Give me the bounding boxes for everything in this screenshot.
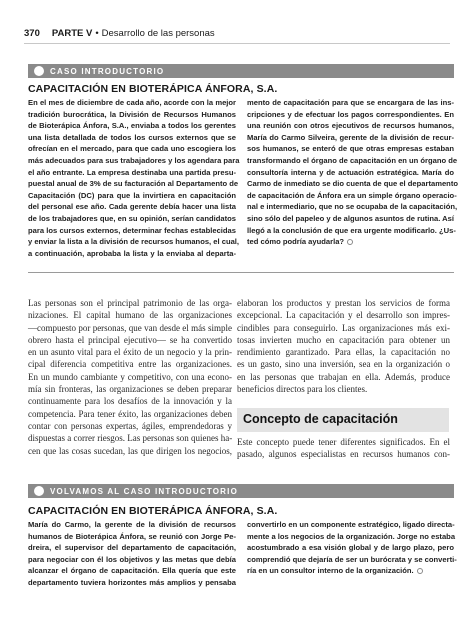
text-line: de capacitación de Ánfora era un simple órgano operacio- [247,190,457,200]
text-line: cen que las cosas sucedan, las que dirigen los negocios, [28,445,232,456]
case-intro-right-column [247,97,458,248]
part-label: PARTE V [51,27,93,39]
end-of-case-icon [417,568,423,574]
text-line: nizaciones. El capital humano de las organizaciones [28,310,232,321]
text-line: en un asunto vital para el éxito de un negocio y la prin- [28,347,232,358]
text-line: comprendió que dejaría de ser un burócrata y se converti- [247,554,457,564]
text-line: mento de capacitación para que se encargara de las ins- [247,98,454,107]
case-return-title: CAPACITACIÓN EN BIOTERÁPICA ÁNFORA, S.A. [28,505,278,517]
text-line: —compuesto por personas, que van desde el más simple [28,322,232,333]
text-line: más adecuados para sus trabajadores y los agendara para [28,155,240,165]
text-line: humanos de Bioterápica Ánfora, se reunió con Jorge Pe- [28,531,236,541]
text-line: convertirlo en un componente estratégico, ligado directa- [247,520,455,529]
body-left-column [28,297,232,457]
text-line: Las personas son el principal patrimonio de las orga- [28,298,232,308]
text-line: llegó a la conclusión de que era urgente modificarlo. ¿Us- [247,225,456,235]
header-rule [24,43,450,44]
text-line: Carmo de inmediato se dio cuenta de que el departamento [247,179,458,189]
text-line: ted cómo podría ayudarla? [247,236,454,248]
case-intro-title: CAPACITACIÓN EN BIOTERÁPICA ÁNFORA, S.A. [28,83,278,95]
case-return-right-column [247,519,457,577]
header-separator: • [95,27,99,39]
text-line: dispuestas a correr riesgos. Las personas son quienes ha- [28,433,233,444]
bullet-icon [34,486,44,496]
text-line: María do Carmo Silveira, gerente de la división de recur- [247,132,454,142]
running-header [24,26,450,40]
text-line: excepcional. La capacitación y el desarrollo son impres- [237,310,450,321]
text-line: continuamente para los desafíos de la innovación y la [28,396,232,407]
case-return-banner-label: VOLVAMOS AL CASO INTRODUCTORIO [50,486,239,496]
text-line: tosas invierten mucho en capacitación para obtener un [237,334,450,345]
text-line: una reunión con otros ejecutivos de recursos humanos, [247,121,454,131]
text-line: el año entrante. La empresa destinaba una partida presu- [28,167,236,177]
text-line: de los trabajadores que, en su opinión, serían candidatos [28,213,236,223]
section-heading: Concepto de capacitación [243,412,398,426]
text-line: del personal ese año. Cada gerente debía hacer una lista [28,202,236,212]
text-line: beneficios directos para los clientes. [237,384,368,395]
section-paragraph [237,436,450,461]
text-line: mente a los negocios de la organización. Jorge no estaba [247,531,456,541]
case-intro-banner-label: CASO INTRODUCTORIO [50,66,165,76]
text-line: En el mes de diciembre de cada año, acorde con la mejor [28,98,236,107]
text-line: ofrecían en el mercado, para que cada uno escogiera los [28,144,236,154]
body-right-column [237,297,450,395]
text-line: consultoría interna y de actuación estratégica. María do [247,167,454,177]
text-line: una lista detallada de todos los cursos externos que se [28,132,236,142]
text-line: María do Carmo, la gerente de la división de recursos [28,520,236,529]
text-line: departamento tuviera horizontes más amplios y pensaba [28,577,236,587]
text-line: sos humanos, se enteró de que otras empresas estaban [247,144,454,154]
text-line: cindibles para conseguirlo. Las organizaciones más exi- [237,322,450,333]
text-line: obrero hasta el principal ejecutivo— se ha convertido [28,334,232,345]
case-return-banner [28,484,454,498]
text-line: puestal anual de 3% de su facturación al Departamento de [28,179,239,189]
case-intro-banner [28,64,454,78]
text-line: dreira, el supervisor del departamento de capacitación, [28,543,236,553]
case-intro-left-column [28,97,240,259]
bullet-icon [34,66,44,76]
section-heading-box [237,408,449,432]
text-line: rendimiento garantizado. Para ellas, la capacitación no [237,347,450,358]
text-line: a continuación, aprobaba la lista y la enviaba al departa- [28,248,236,258]
page-number: 370 [24,27,40,39]
text-line: cripciones y de efectuar los pagos correspondientes. En [247,109,454,119]
end-of-case-icon [347,239,353,245]
text-line: En un mundo cambiante y competitivo, con una econo- [28,371,232,382]
text-line: para los cursos externos, determinar fechas establecidas [28,225,236,235]
text-line: cipal diferencia competitiva entre las organizaciones. [28,359,232,370]
case-intro-bottom-rule [28,272,454,273]
case-return-left-column [28,519,236,589]
text-line: en las personas que trabajan en ella. Además, produce [237,371,450,382]
text-line: transformando el órgano de capacitación en un órgano de [247,155,458,165]
text-line: ría en un consultor interno de la organización. [247,565,454,577]
text-line: elaboran los productos y prestan los servicios de forma [237,298,450,308]
text-line: competencia. Para tener éxito, las organizaciones deben [28,408,232,419]
text-line: Capacitación (DC) para que la invirtiera en capacitación [28,190,236,200]
text-line: mía sin fronteras, las organizaciones se deben preparar [28,384,232,395]
text-line: Este concepto puede tener diferentes significados. En el [237,437,450,447]
text-line: sino sólo del papeleo y de algunos asuntos de rutina. Así [247,213,454,223]
text-line: pasado, algunos especialistas en recursos humanos con- [237,449,450,460]
text-line: es un gasto, sino una inversión, sea en la organización o [237,359,450,370]
text-line: tradición burocrática, la División de Recursos Humanos [28,109,236,119]
text-line: para negociar con él los objetivos y las metas que debía [28,554,236,564]
part-title: Desarrollo de las personas [101,27,215,39]
text-line: de Bioterápica Ánfora, S.A., enviaba a todos los gerentes [28,121,236,131]
text-line: contar con personas expertas, ágiles, emprendedoras y [28,420,232,431]
text-line: alcanzar el órgano de capacitación. Ella quería que este [28,566,236,576]
text-line: y enviar la lista a la división de recursos humanos, el cual, [28,237,240,247]
text-line: nal e intermediario, que no se ocupaba de la capacitación, [247,202,458,212]
text-line: acostumbrado a esa visión global y de largo plazo, pero [247,543,454,553]
